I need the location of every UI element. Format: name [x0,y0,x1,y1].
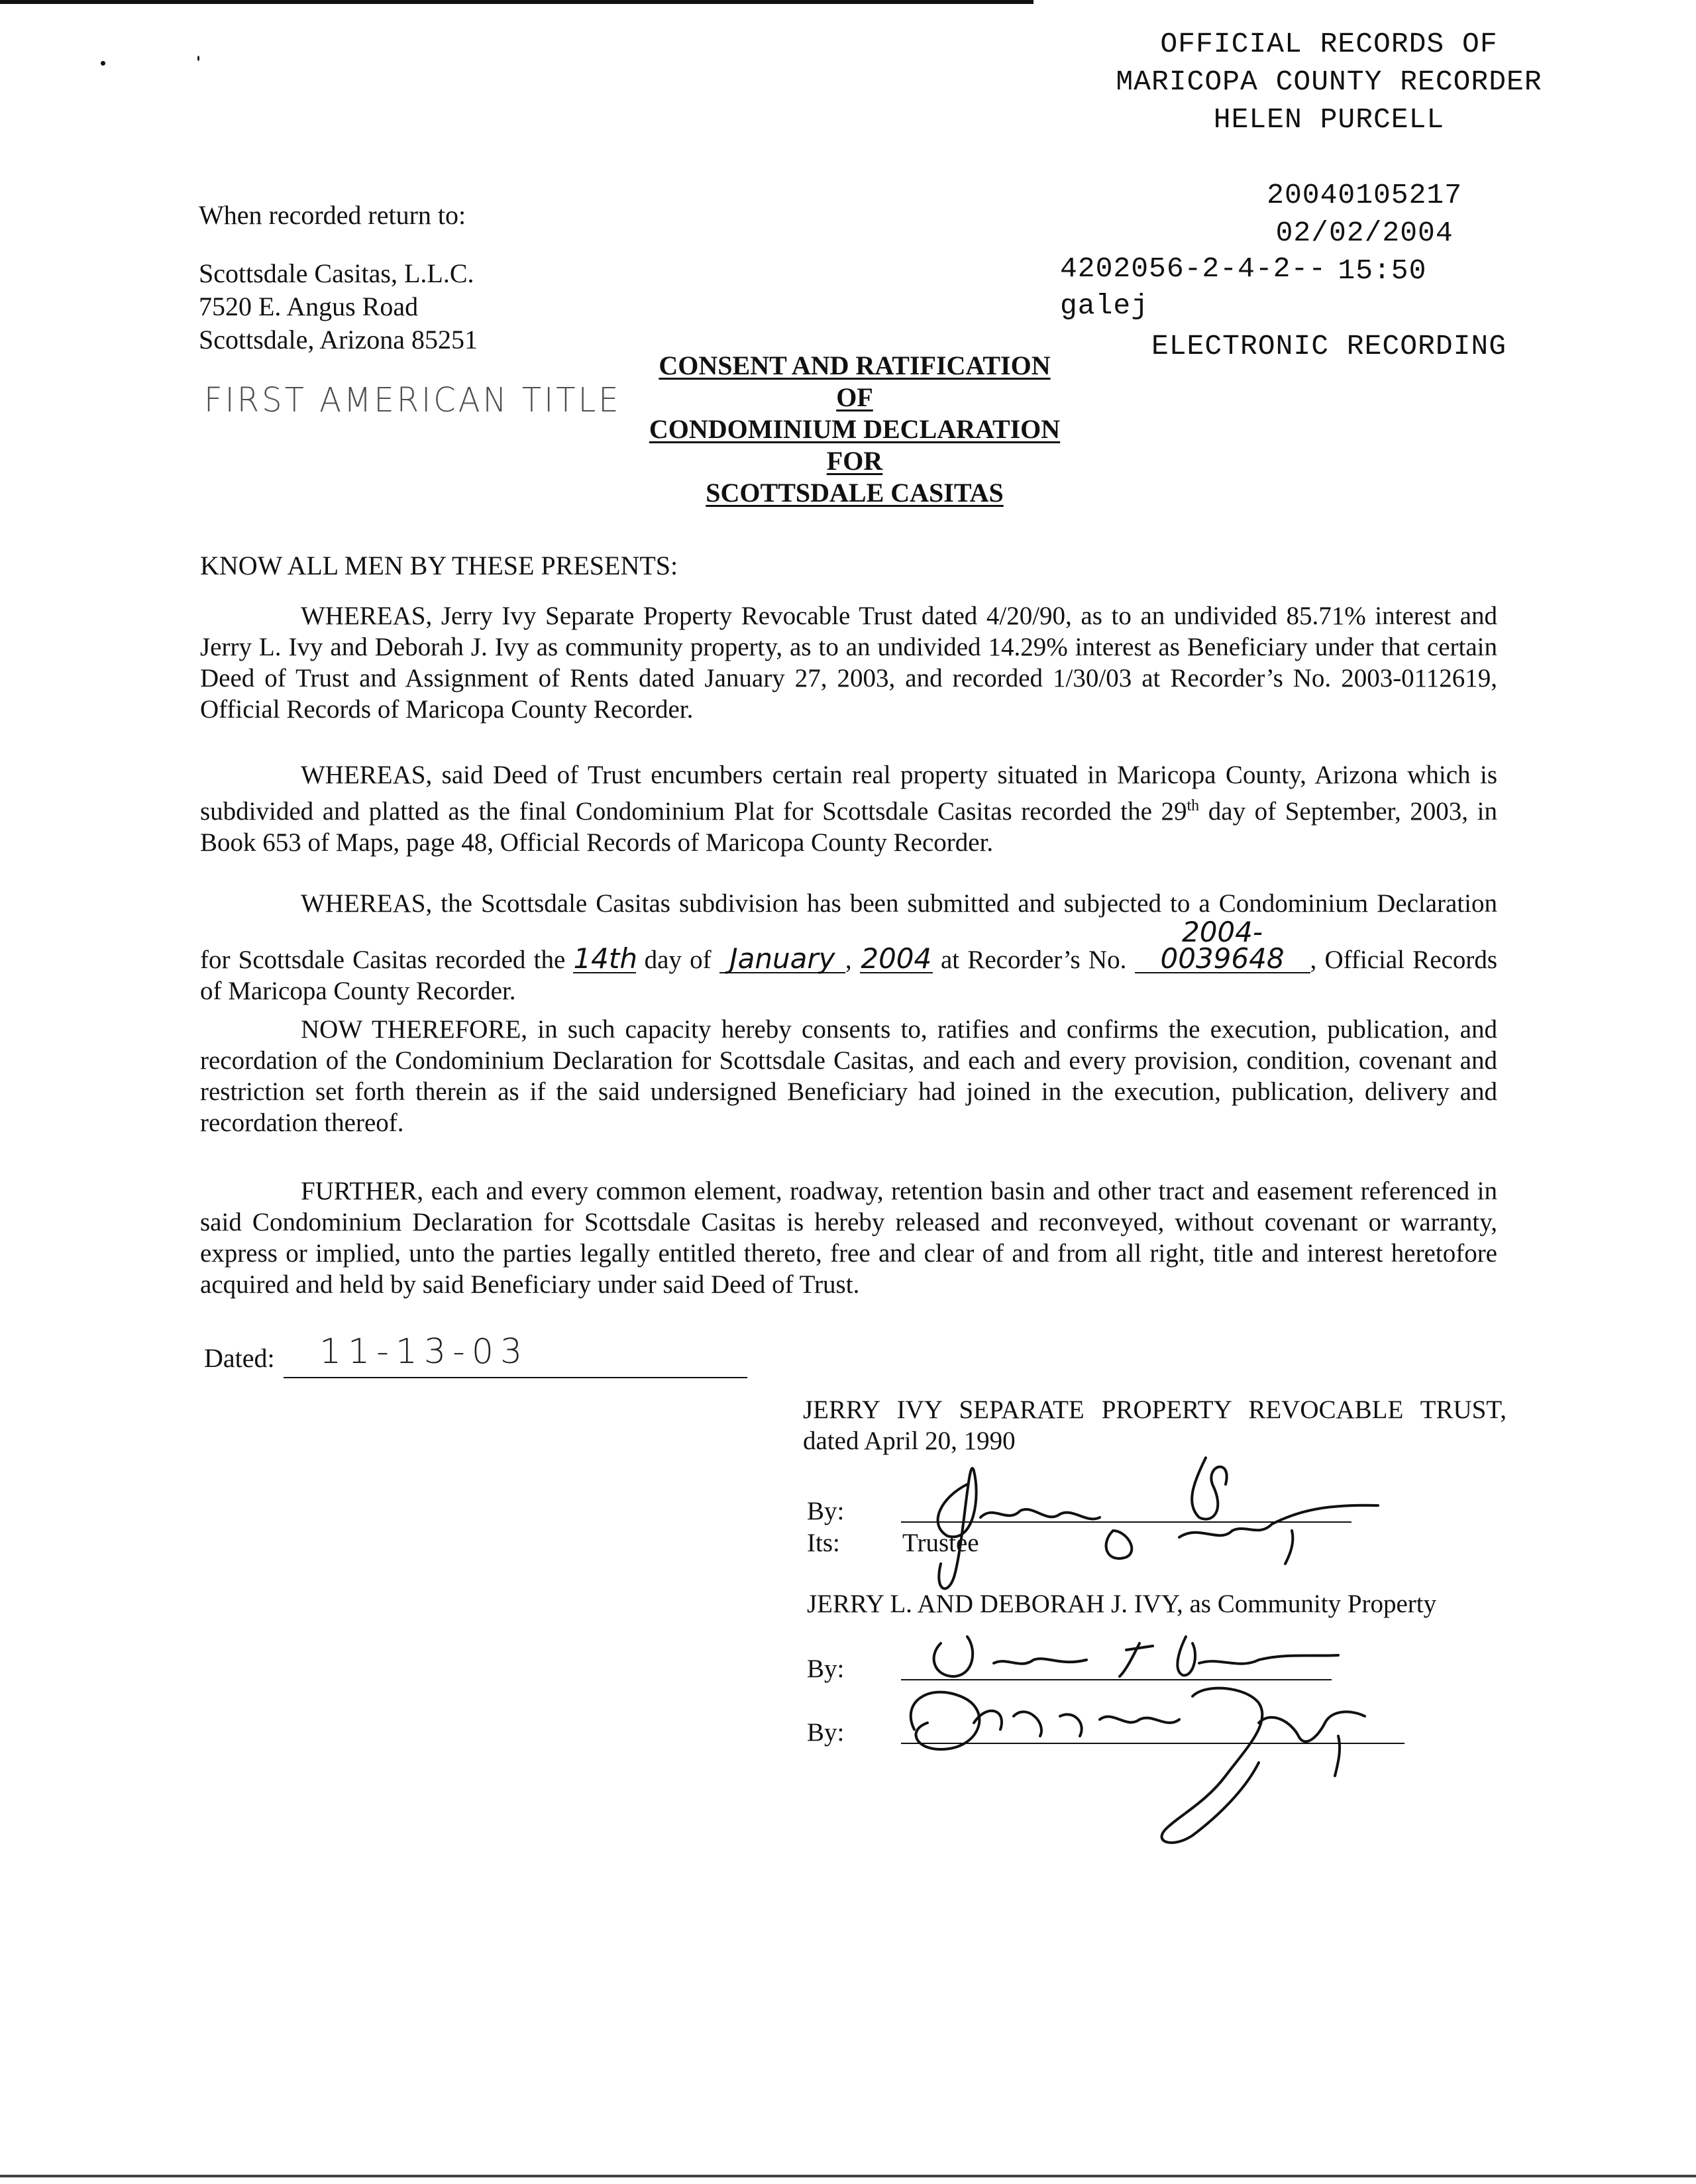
title-line: SCOTTSDALE CASITAS [706,478,1004,508]
filing-clerk: galej [1060,290,1149,322]
signature-jerry-ivy [938,1458,1378,1588]
handwritten-title-company: FIRST AMERICAN TITLE [204,380,621,420]
return-label: When recorded return to: [199,200,466,230]
trust-name: JERRY IVY SEPARATE PROPERTY REVOCABLE TRUST, dated April 20, 1990 [803,1395,1507,1455]
record-date: 02/02/2004 [1275,217,1454,249]
filing-code-number: 4202056-2-4-2-- [1060,252,1327,285]
filled-month: January [719,946,845,973]
paragraph-now-therefore: NOW THEREFORE, in such capacity hereby consents to, ratifies and confirms the execution, publication, and recordation of the Condominium Declaration for Scottsdale Casitas, and each and every provision, condition, covenant and restriction set forth therein as if the said undersigned Beneficiary had joined in the execution, publication, delivery and recordation thereof. [200,1015,1497,1137]
community-property-owners: JERRY L. AND DEBORAH J. IVY, as Community Property [807,1590,1437,1618]
title-line: OF [836,382,873,412]
stamp-line: MARICOPA COUNTY RECORDER [1116,66,1542,98]
dated-label: Dated: [204,1343,275,1373]
intro-line: KNOW ALL MEN BY THESE PRESENTS: [200,551,678,580]
record-number: 20040105217 [1267,179,1463,211]
filled-recorder-number: 2004-0039648 [1135,919,1310,973]
paragraph-further: FURTHER, each and every common element, roadway, retention basin and other tract and easement referenced in said Condominium Declaration for Scottsdale Casitas is hereby released and reconveyed, without covenant or warranty, express or implied, unto the parties legally entitled thereto, free and clear of and from all right, title and interest heretofore acquired and held by said Beneficiary under said Deed of Trust. [200,1177,1497,1299]
title-line: CONSENT AND RATIFICATION [659,351,1051,380]
stamp-line: HELEN PURCELL [1213,103,1445,136]
by-label: By: [807,1497,845,1525]
signature-jerry-l-ivy [934,1637,1338,1676]
by-label: By: [807,1718,845,1747]
stamp-line: ELECTRONIC RECORDING [1151,330,1507,362]
title-line: CONDOMINIUM DECLARATION [649,414,1061,444]
paragraph-whereas-1: WHEREAS, Jerry Ivy Separate Property Revocable Trust dated 4/20/90, as to an undivided 85.71% interest and Jerry L. Ivy and Deborah J. Ivy as community property, as to an undivided 14.29% interest as Beneficiary under that certain Deed of Trust and Assignment of Rents dated January 27, 2003, and recorded 1/30/03 at Recorder’s No. 2003-0112619, Official Records of Maricopa County Recorder. [200,602,1497,724]
return-street: 7520 E. Angus Road [199,292,419,321]
its-value: Trustee [902,1529,979,1557]
paragraph-whereas-2: WHEREAS, said Deed of Trust encumbers certain real property situated in Maricopa County, Arizona which is subdivided and platted as the final Condominium Plat for Scottsdale Casitas recorded the 29th day of September, 2003, in Book 653 of Maps, page 48, Official Records of Maricopa County Recorder. [200,761,1497,857]
record-time: 15:50 [1338,254,1427,287]
return-city: Scottsdale, Arizona 85251 [199,325,478,355]
stamp-line: OFFICIAL RECORDS OF [1160,28,1498,60]
return-name: Scottsdale Casitas, L.L.C. [199,258,474,288]
filled-year: 2004 [861,942,932,975]
scan-bottom-edge [0,2175,1696,2177]
title-line: FOR [826,446,883,476]
paragraph-whereas-3: WHEREAS, the Scottsdale Casitas subdivision has been submitted and subjected to a Condominium Declaration for Scottsdale Casitas recorded the 14th day of January , 2004 at Recorder’s No. 2004-0039648 , Official Records of Maricopa County Recorder. [200,889,1498,1005]
dated-value: 11-13-03 [319,1332,529,1372]
its-label: Its: [807,1529,840,1557]
signature-deborah-ivy [911,1688,1365,1843]
filled-day: 14th [573,942,637,975]
by-label: By: [807,1655,845,1683]
